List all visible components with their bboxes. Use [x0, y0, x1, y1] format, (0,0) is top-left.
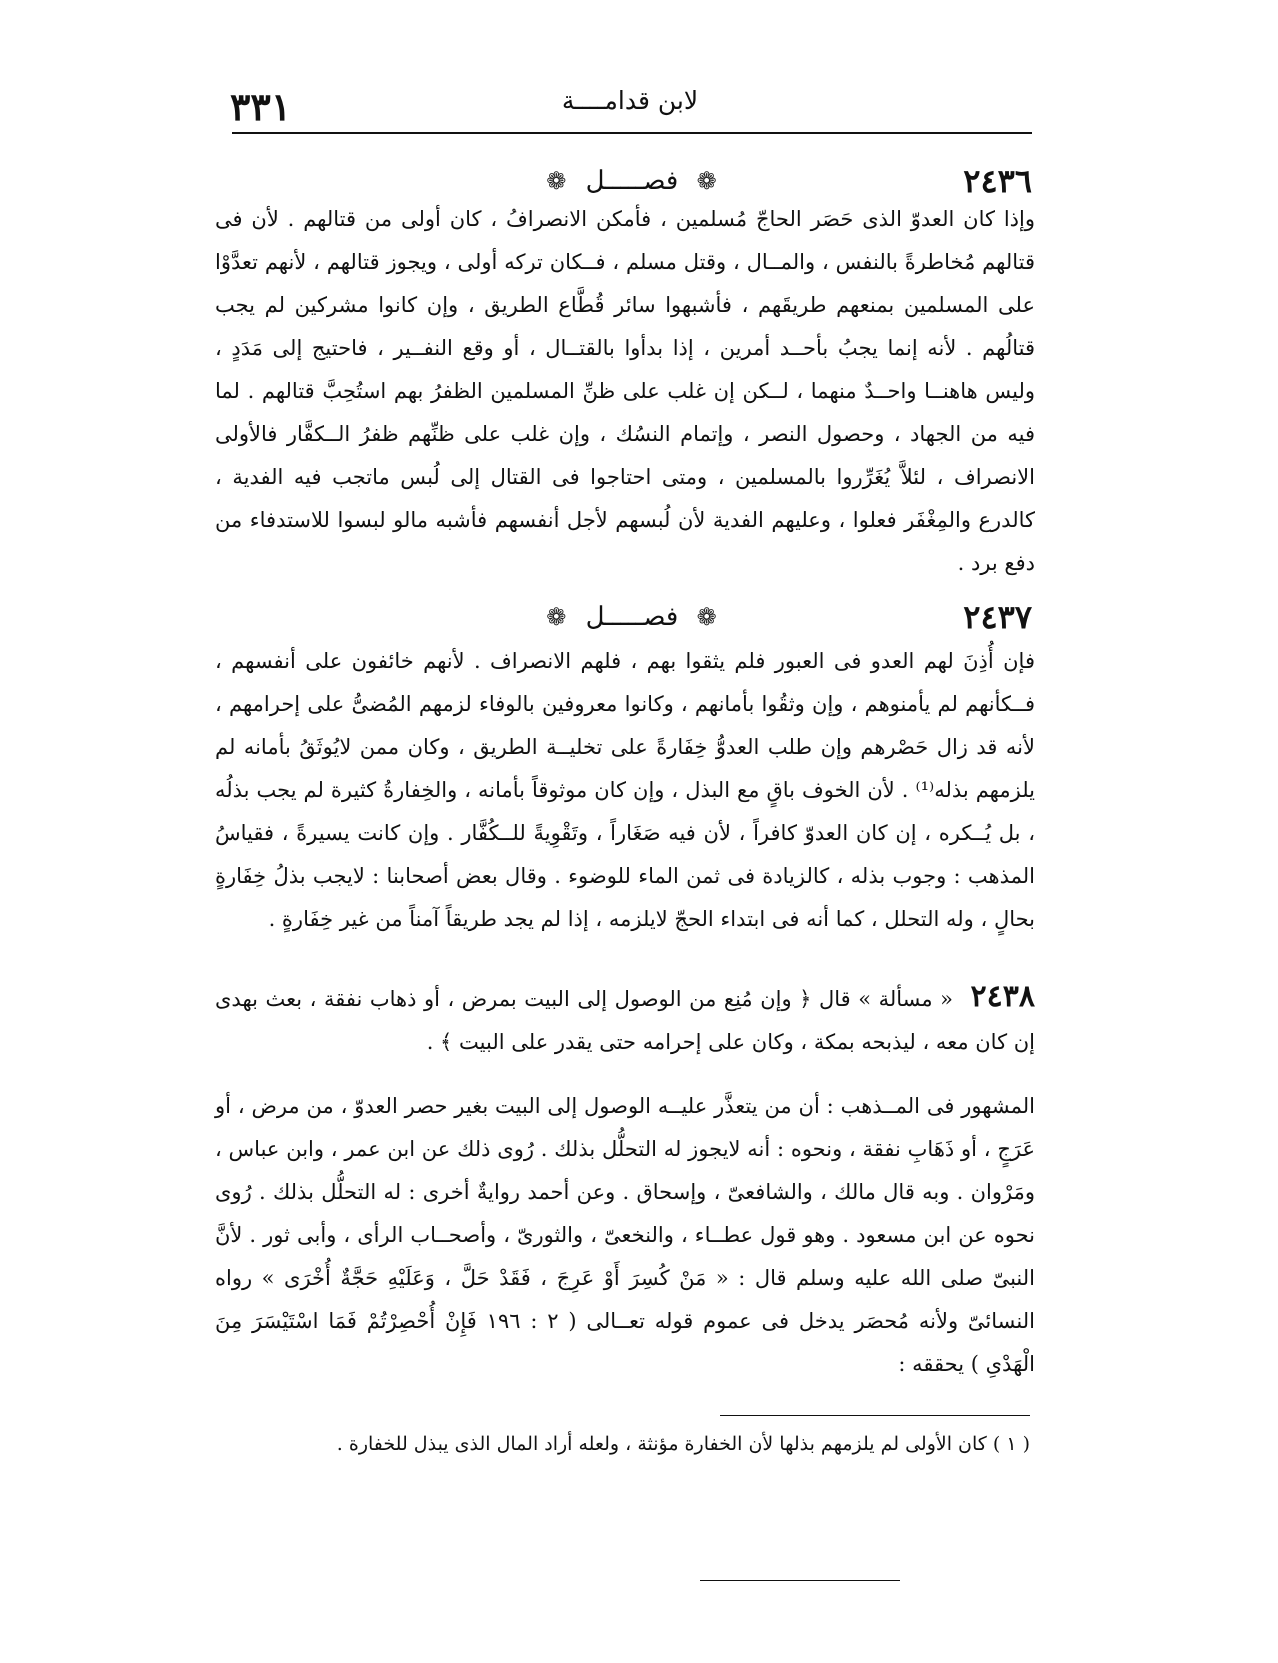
page-number: ٣٣١	[230, 84, 292, 129]
bottom-rule	[700, 1580, 900, 1581]
section-heading-2437	[232, 598, 1032, 642]
header-rule	[232, 132, 1032, 134]
section-title	[232, 166, 1032, 196]
section-2436-text: وإذا كان العدوّ الذى حَصَر الحاجّ مُسلمين ، فأمكن الانصرافُ ، كان أولى من قتالهم . لأن فى قتالهم مُخاطرةً بالنفس ، والمــال ، وقتل مسلم ، فــكان تركه أولى ، ويجوز قتالهم ، لأنهم تعدَّوْا على المسلمين بمنعهم طريقَهم ، فأشبهوا سائر قُطَّاع الطريق ، وإن كانوا مشركين لم يجب قتالُهم . لأنه إنما يجبُ بأحــد أمرين ، إذا بدأوا بالقتــال ، أو وقع النفــير ، فاحتيج إلى مَدَدٍ ، وليس هاهنــا واحــدٌ منهما ، لــكن إن غلب على ظنِّ المسلمين الظفرُ بهم استُحِبَّ قتالهم . لما فيه من الجهاد ، وحصول النصر ، وإتمام النسُك ، وإن غلب على ظنِّهم ظفرُ الــكفَّار فالأولى الانصراف ، لئلاَّ يُغَرِّروا بالمسلمين ، ومتى احتاجوا فى القتال إلى لُبس ماتجب فيه الفدية ، كالدرع والمِغْفَر فعلوا ، وعليهم الفدية لأن لُبسهم لأجل أنفسهم فأشبه مالو لبسوا للاستدفاء من دفع برد .	[215, 207, 1035, 575]
section-number: ٢٤٣٧	[963, 598, 1032, 636]
masala-number: ٢٤٣٨	[970, 979, 1035, 1014]
running-title: لابن قدامــــة	[561, 86, 699, 115]
section-title-text: فصـــــل	[585, 166, 679, 196]
section-number: ٢٤٣٦	[963, 162, 1032, 200]
commentary-text: المشهور فى المــذهب : أن من يتعذَّر عليــه الوصول إلى البيت بغير حصر العدوّ ، من مرض ، أو عَرَجٍ ، أو ذَهَابِ نفقة ، ونحوه : أنه لايجوز له التحلُّل بذلك . رُوى ذلك عن ابن عمر ، وابن عباس ، ومَرْوان . وبه قال مالك ، والشافعىّ ، وإسحاق . وعن أحمد روايةٌ أخرى : له التحلُّل بذلك . رُوى نحوه عن ابن مسعود . وهو قول عطــاء ، والنخعىّ ، والثورىّ ، وأصحــاب الرأى ، وأبى ثور . لأنَّ النبىّ صلى الله عليه وسلم قال : « مَنْ كُسِرَ أَوْ عَرِجَ ، فَقَدْ حَلَّ ، وَعَلَيْهِ حَجَّةٌ أُخْرَى » رواه النسائىّ ولأنه مُحصَر يدخل فى عموم قوله تعــالى ( ٢ : ١٩٦ فَإِنْ أُحْصِرْتُمْ فَمَا اسْتَيْسَرَ مِنَ الْهَدْىِ ) يحققه :	[215, 1094, 1035, 1376]
section-title-text: فصـــــل	[585, 602, 679, 632]
ornament-icon: ❁	[696, 167, 718, 195]
page-header	[230, 80, 1030, 136]
ornament-icon: ❁	[696, 603, 718, 631]
ornament-icon: ❁	[546, 603, 568, 631]
footnote-rule	[720, 1415, 1030, 1416]
ornament-icon: ❁	[546, 167, 568, 195]
section-title	[232, 602, 1032, 632]
masala-text: « مسألة » قال ﴿ وإن مُنِع من الوصول إلى البيت بمرض ، أو ذهاب نفقة ، بعث بهدى إن كان معه ، ليذبحه بمكة ، وكان على إحرامه حتى يقدر على البيت ﴾ .	[215, 987, 1035, 1054]
masala-2438	[215, 975, 1035, 1064]
section-2437-text: فإن أُذِنَ لهم العدو فى العبور فلم يثقوا بهم ، فلهم الانصراف . لأنهم خائفون على أنفسهم ، فــكأنهم لم يأمنوهم ، وإن وثقُوا بأمانهم ، وكانوا معروفين بالوفاء لزمهم المُضىُّ على إحرامهم ، لأنه قد زال حَصْرهم وإن طلب العدوُّ خِفَارةً على تخليــة الطريق ، وكان ممن لايُوثَقُ بأمانه لم يلزمهم بذله⁽¹⁾ . لأن الخوف باقٍ مع البذل ، وإن كان موثوقاً بأمانه ، والخِفارةُ كثيرة لم يجب بذلُه ، بل يُــكره ، إن كان العدوّ كافراً ، لأن فيه صَغَاراً ، وتَقْوِيةً للــكُفَّار . وإن كانت يسيرةً ، فقياسُ المذهب : وجوب بذله ، كالزيادة فى ثمن الماء للوضوء . وقال بعض أصحابنا : لايجب بذلُ خِفَارةٍ بحالٍ ، وله التحلل ، كما أنه فى ابتداء الحجّ لايلزمه ، إذا لم يجد طريقاً آمناً من غير خِفَارةٍ .	[215, 649, 1035, 931]
footnote: ( ١ ) كان الأولى لم يلزمهم بذلها لأن الخفارة مؤنثة ، ولعله أراد المال الذى يبذل للخفارة .	[336, 1433, 1030, 1455]
